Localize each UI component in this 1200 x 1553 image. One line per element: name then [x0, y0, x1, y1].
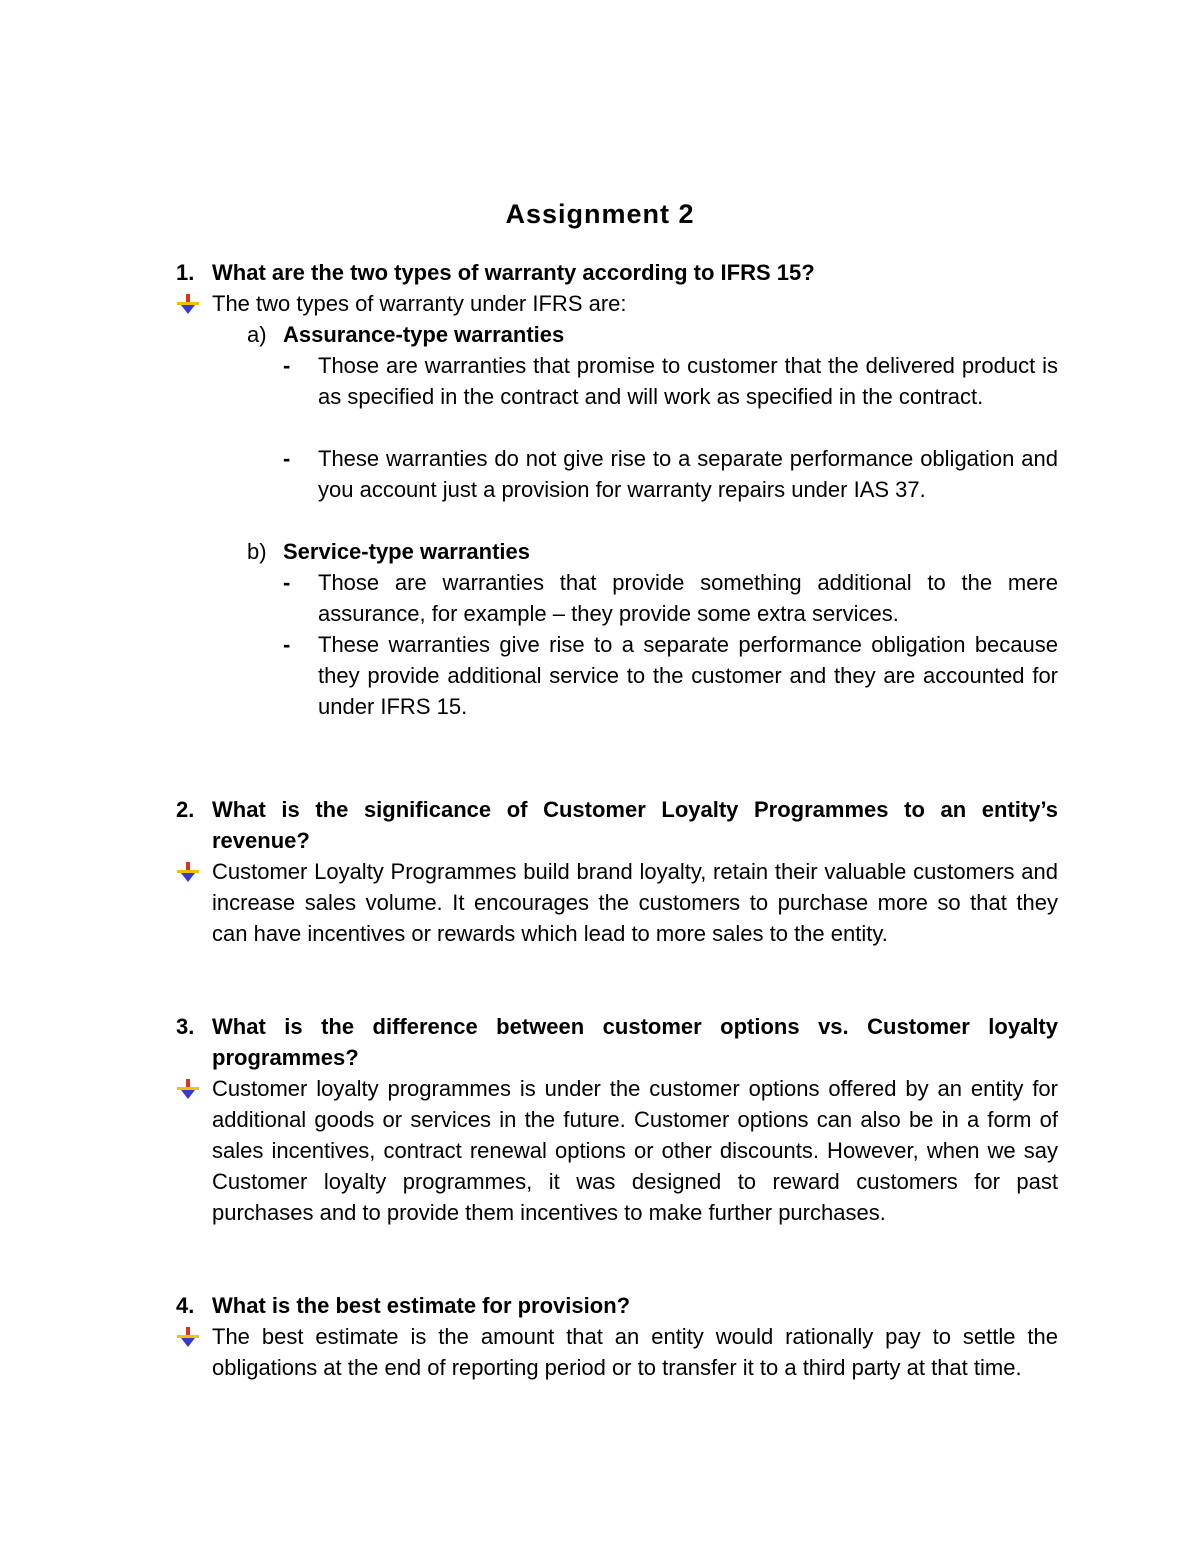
- bullet-text: These warranties do not give rise to a separate performance obligation and you account just a provision for warranty repairs under IAS 37.: [318, 446, 1058, 502]
- arrow-down-icon: [176, 862, 200, 882]
- bullet-text: Those are warranties that provide something additional to the mere assurance, for example – they provide some extra services.: [318, 570, 1058, 626]
- question-1: [176, 257, 1058, 288]
- question-text: What is the significance of Customer Loyalty Programmes to an entity’s revenue?: [212, 797, 1058, 853]
- question-3: [176, 1011, 1058, 1073]
- bullet-item: [283, 629, 1058, 722]
- answer-text: Customer loyalty programmes is under the customer options offered by an entity for additional goods or services in the future. Customer options can also be in a form of sales incentives, contract renewal options or other discounts. However, when we say Customer loyalty programmes, it was designed to reward customers for past purchases and to provide them incentives to make further purchases.: [212, 1076, 1058, 1225]
- answer-text: The best estimate is the amount that an entity would rationally pay to settle the obligations at the end of reporting period or to transfer it to a third party at that time.: [212, 1324, 1058, 1380]
- question-number: 4.: [176, 1293, 195, 1318]
- question-2: [176, 794, 1058, 856]
- question-number: 1.: [176, 260, 195, 285]
- bullet-item: [283, 443, 1058, 505]
- answer-2: [176, 856, 1058, 949]
- question-number: 2.: [176, 797, 195, 822]
- question-4: [176, 1290, 1058, 1321]
- bullet-item: [283, 350, 1058, 412]
- arrow-down-icon: [176, 1079, 200, 1099]
- bullet-text: These warranties give rise to a separate performance obligation because they provide additional service to the customer and they are accounted for under IFRS 15.: [318, 632, 1058, 719]
- question-text: What is the best estimate for provision?: [212, 1293, 631, 1318]
- answer-text: The two types of warranty under IFRS are:: [212, 291, 627, 316]
- sub-label: b): [247, 539, 267, 564]
- answer-1-intro: [176, 288, 1058, 319]
- dash-bullet: -: [283, 353, 291, 378]
- question-text: What is the difference between customer options vs. Customer loyalty programmes?: [212, 1014, 1058, 1070]
- dash-bullet: -: [283, 632, 291, 657]
- sub-label: a): [247, 322, 267, 347]
- sub-title: Service-type warranties: [283, 539, 531, 564]
- answer-4: [176, 1321, 1058, 1383]
- bullet-text: Those are warranties that promise to customer that the delivered product is as specified in the contract and will work as specified in the contract.: [318, 353, 1058, 409]
- question-text: What are the two types of warranty according to IFRS 15?: [212, 260, 815, 285]
- dash-bullet: -: [283, 446, 291, 471]
- arrow-down-icon: [176, 294, 200, 314]
- arrow-down-icon: [176, 1327, 200, 1347]
- subheading-assurance: [247, 319, 564, 350]
- subheading-service: [247, 536, 530, 567]
- dash-bullet: -: [283, 570, 291, 595]
- bullet-item: [283, 567, 1058, 629]
- answer-3: [176, 1073, 1058, 1228]
- sub-title: Assurance-type warranties: [283, 322, 565, 347]
- answer-text: Customer Loyalty Programmes build brand loyalty, retain their valuable customers and increase sales volume. It encourages the customers to purchase more so that they can have incentives or rewards which lead to more sales to the entity.: [212, 859, 1058, 946]
- page-title: Assignment 2: [505, 199, 695, 229]
- question-number: 3.: [176, 1014, 195, 1039]
